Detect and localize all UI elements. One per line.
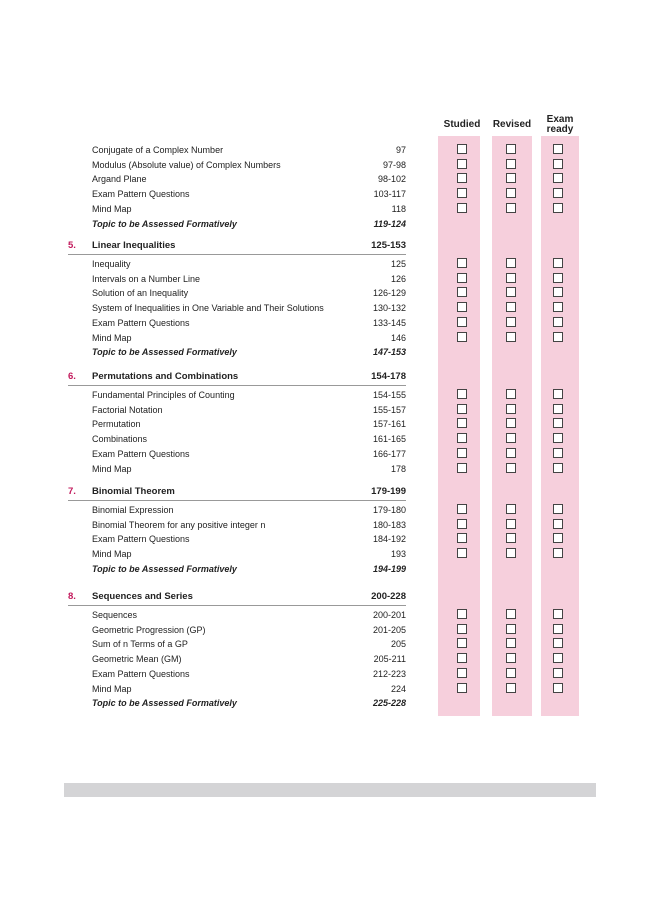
topic-pages: 126-129	[372, 288, 406, 299]
topic-pages: 180-183	[372, 519, 406, 530]
studied-checkbox[interactable]	[457, 683, 467, 693]
topic-title: Mind Map	[92, 463, 132, 474]
topic-pages: 155-157	[372, 404, 406, 415]
studied-checkbox[interactable]	[457, 203, 467, 213]
chapter-pages: 200-228	[371, 591, 406, 602]
revised-checkbox[interactable]	[506, 287, 516, 297]
topic-pages: 194-199	[372, 563, 406, 574]
studied-checkbox[interactable]	[457, 609, 467, 619]
topic-title: Intervals on a Number Line	[92, 273, 201, 284]
studied-checkbox[interactable]	[457, 404, 467, 414]
topic-pages: 224	[390, 683, 406, 694]
topic-row	[92, 202, 406, 217]
topic-row	[92, 417, 406, 432]
topic-pages: 118	[391, 203, 406, 214]
topic-title: Solution of an Inequality	[92, 288, 189, 299]
chapter-number: 5.	[68, 240, 76, 251]
revised-checkbox[interactable]	[506, 548, 516, 558]
topic-pages: 201-205	[372, 624, 406, 635]
studied-checkbox[interactable]	[457, 273, 467, 283]
topic-pages: 126	[390, 273, 406, 284]
exam-ready-checkbox[interactable]	[553, 404, 563, 414]
exam-ready-header-line1: Exam	[546, 114, 574, 125]
revised-checkbox[interactable]	[506, 433, 516, 443]
chapter-heading	[68, 484, 406, 501]
topic-title: Exam Pattern Questions	[92, 534, 190, 545]
topic-row	[92, 257, 406, 272]
topic-title: Factorial Notation	[92, 404, 163, 415]
revised-checkbox[interactable]	[506, 463, 516, 473]
topic-title: Topic to be Assessed Formatively	[92, 218, 237, 229]
revised-checkbox[interactable]	[506, 273, 516, 283]
studied-checkbox[interactable]	[457, 448, 467, 458]
topic-row	[92, 272, 406, 287]
revised-checkbox[interactable]	[506, 504, 516, 514]
chapter-pages: 154-178	[371, 371, 406, 382]
topic-pages: 193	[390, 549, 406, 560]
topic-title: Binomial Expression	[92, 505, 174, 515]
topic-title: Geometric Progression (GP)	[92, 624, 206, 635]
topic-title: Inequality	[92, 259, 131, 269]
exam-ready-header-line2: ready	[546, 124, 574, 135]
topic-pages: 98-102	[377, 174, 406, 185]
revised-checkbox[interactable]	[506, 188, 516, 198]
topic-row	[92, 301, 406, 316]
revised-checkbox[interactable]	[506, 317, 516, 327]
exam-ready-header	[538, 115, 582, 135]
studied-checkbox[interactable]	[457, 504, 467, 514]
studied-checkbox[interactable]	[457, 287, 467, 297]
studied-checkbox[interactable]	[457, 389, 467, 399]
topic-row	[92, 547, 406, 562]
exam-ready-checkbox[interactable]	[553, 609, 563, 619]
topic-title: Sequences	[92, 610, 138, 620]
revised-checkbox[interactable]	[506, 144, 516, 154]
chapter-number: 6.	[68, 371, 76, 382]
topic-pages: 200-201	[372, 610, 406, 620]
topic-pages: 119-124	[373, 218, 406, 229]
topic-row	[92, 637, 406, 652]
exam-ready-checkbox[interactable]	[553, 463, 563, 473]
topic-title: Argand Plane	[92, 174, 147, 185]
topic-row	[92, 187, 406, 202]
studied-checkbox[interactable]	[457, 317, 467, 327]
topic-pages: 184-192	[372, 534, 406, 545]
revised-header: Revised	[492, 119, 532, 130]
chapter-pages: 179-199	[371, 486, 406, 497]
revised-checkbox[interactable]	[506, 638, 516, 648]
topic-pages: 125	[390, 259, 406, 269]
chapter-number: 8.	[68, 591, 76, 602]
topic-row	[92, 432, 406, 447]
topic-title: Conjugate of a Complex Number	[92, 145, 224, 155]
studied-header: Studied	[443, 119, 481, 130]
topic-title: Exam Pattern Questions	[92, 189, 190, 200]
studied-checkbox[interactable]	[457, 668, 467, 678]
topic-pages: 161-165	[372, 434, 406, 445]
topic-pages: 166-177	[372, 448, 406, 459]
topic-row	[92, 331, 406, 346]
topic-pages: 97	[395, 145, 406, 155]
topic-title: Topic to be Assessed Formatively	[92, 698, 237, 709]
topic-pages: 205	[390, 639, 406, 650]
formative-topic-row	[92, 217, 406, 232]
formative-topic-row	[92, 345, 406, 360]
topic-title: Mind Map	[92, 549, 132, 560]
topic-pages: 146	[390, 332, 406, 343]
topic-pages: 97-98	[382, 159, 406, 170]
topic-row	[92, 682, 406, 697]
studied-checkbox[interactable]	[457, 144, 467, 154]
exam-ready-checkbox[interactable]	[553, 203, 563, 213]
exam-ready-checkbox[interactable]	[553, 624, 563, 634]
studied-checkbox[interactable]	[457, 533, 467, 543]
exam-ready-checkbox[interactable]	[553, 548, 563, 558]
revised-checkbox[interactable]	[506, 258, 516, 268]
exam-ready-checkbox[interactable]	[553, 173, 563, 183]
topic-row	[92, 462, 406, 477]
exam-ready-checkbox[interactable]	[553, 188, 563, 198]
topic-title: Mind Map	[92, 203, 132, 214]
studied-checkbox[interactable]	[457, 638, 467, 648]
exam-ready-checkbox[interactable]	[553, 159, 563, 169]
topic-pages: 133-145	[372, 317, 406, 328]
revised-checkbox[interactable]	[506, 609, 516, 619]
studied-checkbox[interactable]	[457, 463, 467, 473]
topic-row	[92, 403, 406, 418]
topic-row	[92, 623, 406, 638]
exam-ready-checkbox[interactable]	[553, 418, 563, 428]
chapter-heading	[68, 589, 406, 606]
exam-ready-checkbox[interactable]	[553, 668, 563, 678]
chapter-title: Binomial Theorem	[92, 486, 175, 497]
studied-checkbox[interactable]	[457, 519, 467, 529]
exam-ready-checkbox[interactable]	[553, 533, 563, 543]
topic-title: Combinations	[92, 434, 148, 445]
topic-pages: 157-161	[372, 419, 406, 430]
exam-ready-checkbox[interactable]	[553, 519, 563, 529]
topic-row	[92, 172, 406, 187]
chapter-title: Linear Inequalities	[92, 240, 176, 251]
exam-ready-checkbox[interactable]	[553, 504, 563, 514]
revised-checkbox[interactable]	[506, 624, 516, 634]
revised-checkbox[interactable]	[506, 519, 516, 529]
exam-ready-checkbox[interactable]	[553, 144, 563, 154]
chapter-number: 7.	[68, 486, 76, 497]
topic-row	[92, 608, 406, 623]
studied-checkbox[interactable]	[457, 258, 467, 268]
studied-checkbox[interactable]	[457, 188, 467, 198]
revised-checkbox[interactable]	[506, 683, 516, 693]
formative-topic-row	[92, 696, 406, 711]
topic-title: Exam Pattern Questions	[92, 448, 190, 459]
topic-title: Topic to be Assessed Formatively	[92, 563, 237, 574]
chapter-heading	[68, 369, 406, 386]
topic-row	[92, 667, 406, 682]
topic-row	[92, 143, 406, 158]
studied-checkbox[interactable]	[457, 173, 467, 183]
studied-checkbox[interactable]	[457, 302, 467, 312]
topic-title: Binomial Theorem for any positive integer n	[92, 519, 266, 530]
topic-pages: 154-155	[372, 390, 406, 400]
formative-topic-row	[92, 562, 406, 577]
topic-pages: 178	[390, 463, 406, 474]
topic-row	[92, 447, 406, 462]
studied-checkbox[interactable]	[457, 418, 467, 428]
topic-title: Topic to be Assessed Formatively	[92, 347, 237, 358]
studied-checkbox[interactable]	[457, 548, 467, 558]
revised-checkbox[interactable]	[506, 332, 516, 342]
studied-checkbox[interactable]	[457, 332, 467, 342]
exam-ready-checkbox[interactable]	[553, 653, 563, 663]
chapter-title: Permutations and Combinations	[92, 371, 239, 382]
exam-ready-checkbox[interactable]	[553, 433, 563, 443]
exam-ready-checkbox[interactable]	[553, 332, 563, 342]
topic-title: Modulus (Absolute value) of Complex Numbers	[92, 159, 281, 170]
topic-row	[92, 316, 406, 331]
topic-row	[92, 286, 406, 301]
revised-checkbox[interactable]	[506, 418, 516, 428]
footer-bar	[64, 783, 596, 797]
revised-checkbox[interactable]	[506, 389, 516, 399]
topic-title: Fundamental Principles of Counting	[92, 390, 235, 400]
topic-title: Mind Map	[92, 683, 132, 694]
topic-row	[92, 388, 406, 403]
topic-row	[92, 158, 406, 173]
exam-ready-checkbox[interactable]	[553, 448, 563, 458]
topic-pages: 147-153	[372, 347, 406, 358]
topic-title: Exam Pattern Questions	[92, 668, 190, 679]
exam-ready-checkbox[interactable]	[553, 638, 563, 648]
exam-ready-checkbox[interactable]	[553, 317, 563, 327]
topic-title: Sum of n Terms of a GP	[92, 639, 188, 650]
topic-pages: 212-223	[372, 668, 406, 679]
topic-row	[92, 518, 406, 533]
exam-ready-checkbox[interactable]	[553, 258, 563, 268]
topic-row	[92, 503, 406, 518]
topic-pages: 225-228	[372, 698, 406, 709]
revised-checkbox[interactable]	[506, 668, 516, 678]
topic-pages: 205-211	[373, 654, 406, 665]
topic-pages: 179-180	[372, 505, 406, 515]
exam-ready-checkbox[interactable]	[553, 287, 563, 297]
topic-row	[92, 532, 406, 547]
revised-checkbox[interactable]	[506, 203, 516, 213]
topic-pages: 130-132	[372, 303, 406, 314]
studied-checkbox[interactable]	[457, 653, 467, 663]
chapter-pages: 125-153	[371, 240, 406, 251]
revised-checkbox[interactable]	[506, 159, 516, 169]
chapter-heading	[68, 238, 406, 255]
exam-ready-checkbox[interactable]	[553, 273, 563, 283]
topic-pages: 103-117	[373, 189, 406, 200]
topic-title: Exam Pattern Questions	[92, 317, 190, 328]
exam-ready-checkbox[interactable]	[553, 683, 563, 693]
exam-ready-checkbox[interactable]	[553, 302, 563, 312]
exam-ready-checkbox[interactable]	[553, 389, 563, 399]
topic-title: Permutation	[92, 419, 141, 430]
topic-title: Mind Map	[92, 332, 132, 343]
revised-checkbox[interactable]	[506, 653, 516, 663]
studied-checkbox[interactable]	[457, 159, 467, 169]
topic-title: Geometric Mean (GM)	[92, 654, 182, 665]
topic-title: System of Inequalities in One Variable and Their Solutions	[92, 303, 324, 314]
revised-checkbox[interactable]	[506, 533, 516, 543]
revised-checkbox[interactable]	[506, 448, 516, 458]
studied-checkbox[interactable]	[457, 624, 467, 634]
revised-checkbox[interactable]	[506, 302, 516, 312]
studied-checkbox[interactable]	[457, 433, 467, 443]
revised-checkbox[interactable]	[506, 173, 516, 183]
topic-row	[92, 652, 406, 667]
chapter-title: Sequences and Series	[92, 591, 193, 602]
revised-checkbox[interactable]	[506, 404, 516, 414]
